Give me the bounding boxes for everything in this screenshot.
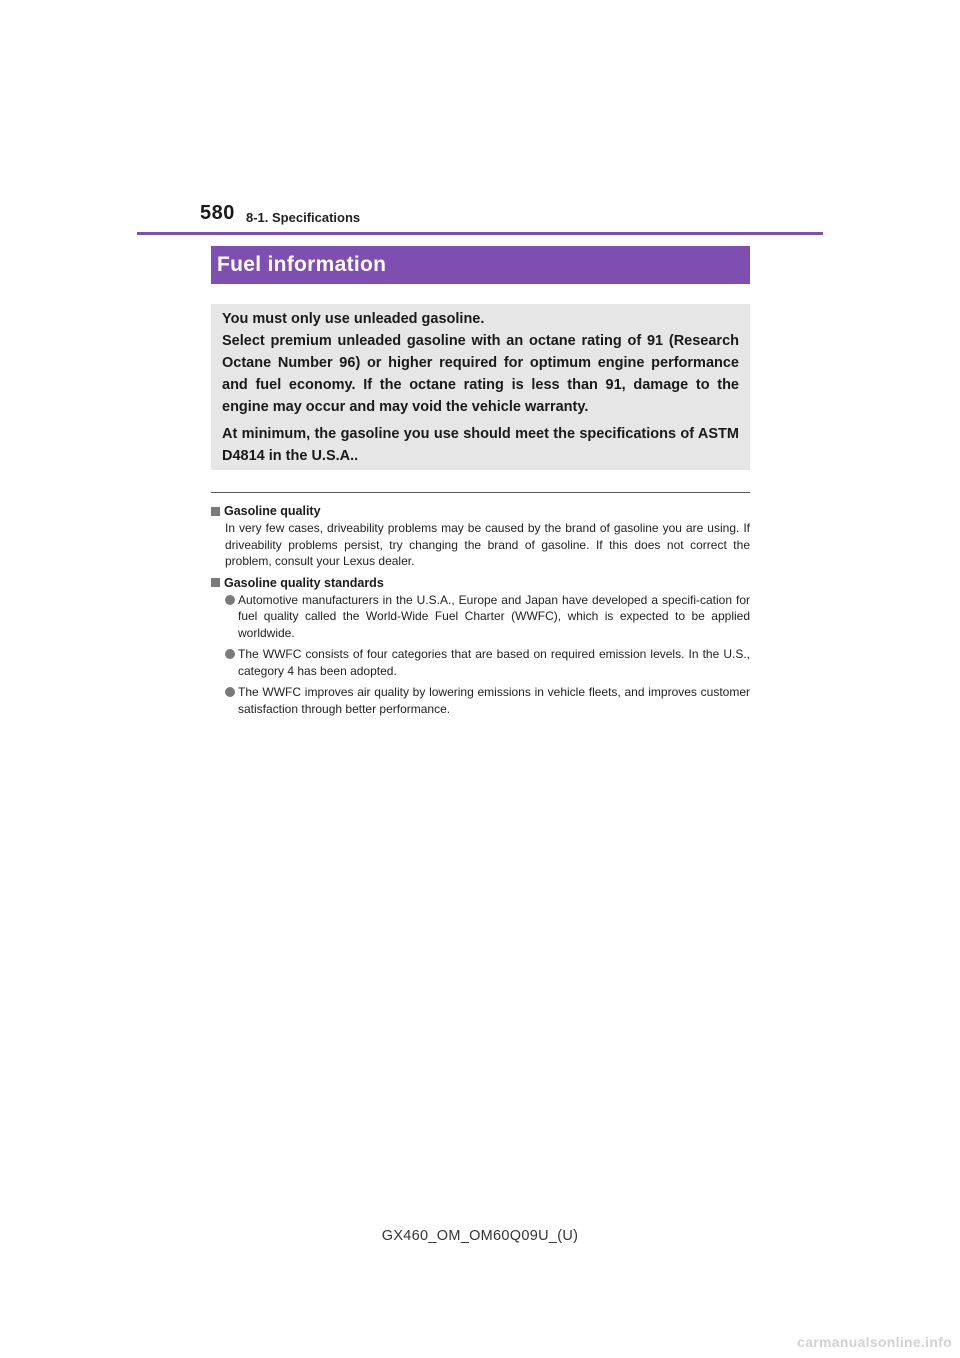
standards-bullet-text-2: The WWFC consists of four categories that are based on required emission levels. In the U.S., category 4 has been adopted.	[238, 647, 750, 678]
gasoline-quality-text: In very few cases, driveability problems may be caused by the brand of gasoline you are using. If driveability problems persist, try changing the brand of gasoline. If this does not correct the problem, consult your Lexus dealer.	[225, 521, 750, 568]
circle-bullet-icon	[225, 595, 235, 605]
intro-line-3: At minimum, the gasoline you use should meet the specifications of ASTM D4814 in the U.S.A..	[222, 426, 739, 464]
title-bar	[211, 246, 750, 284]
page-number: 580	[200, 202, 235, 224]
gasoline-quality-heading	[211, 502, 750, 520]
standards-bullet-text-3: The WWFC improves air quality by lowering emissions in vehicle fleets, and improves customer satisfaction through better performance.	[238, 685, 750, 716]
square-bullet-icon	[211, 507, 220, 516]
standards-bullet-3	[225, 684, 750, 717]
page-title: Fuel information	[217, 253, 387, 276]
site-watermark: carmanualsonline.info	[797, 1334, 952, 1350]
gasoline-quality-heading-text: Gasoline quality	[224, 504, 321, 518]
circle-bullet-icon	[225, 649, 235, 659]
section-divider	[211, 492, 750, 493]
intro-line-2: Select premium unleaded gasoline with an octane rating of 91 (Research Octane Number 96) or higher required for optimum engine performance and fuel economy. If the octane rating is less than 91, damage to the engine may occur and may void the vehicle warranty.	[222, 333, 739, 415]
gasoline-standards-heading	[211, 574, 750, 592]
header-rule	[137, 232, 823, 235]
gasoline-standards-heading-text: Gasoline quality standards	[224, 575, 384, 590]
circle-bullet-icon	[225, 687, 235, 697]
standards-bullet-1	[225, 592, 750, 642]
standards-bullet-2	[225, 646, 750, 679]
standards-bullet-text-1: Automotive manufacturers in the U.S.A., Europe and Japan have developed a specifi-cation for fuel quality called the World-Wide Fuel Charter (WWFC), which is expected to be applied worldwide.	[238, 592, 750, 640]
intro-box	[211, 304, 750, 470]
square-bullet-icon	[211, 578, 220, 587]
notes-section	[211, 502, 750, 722]
section-label: 8-1. Specifications	[246, 210, 361, 225]
document-code: GX460_OM_OM60Q09U_(U)	[381, 1228, 579, 1244]
intro-line-1: You must only use unleaded gasoline.	[222, 311, 485, 327]
